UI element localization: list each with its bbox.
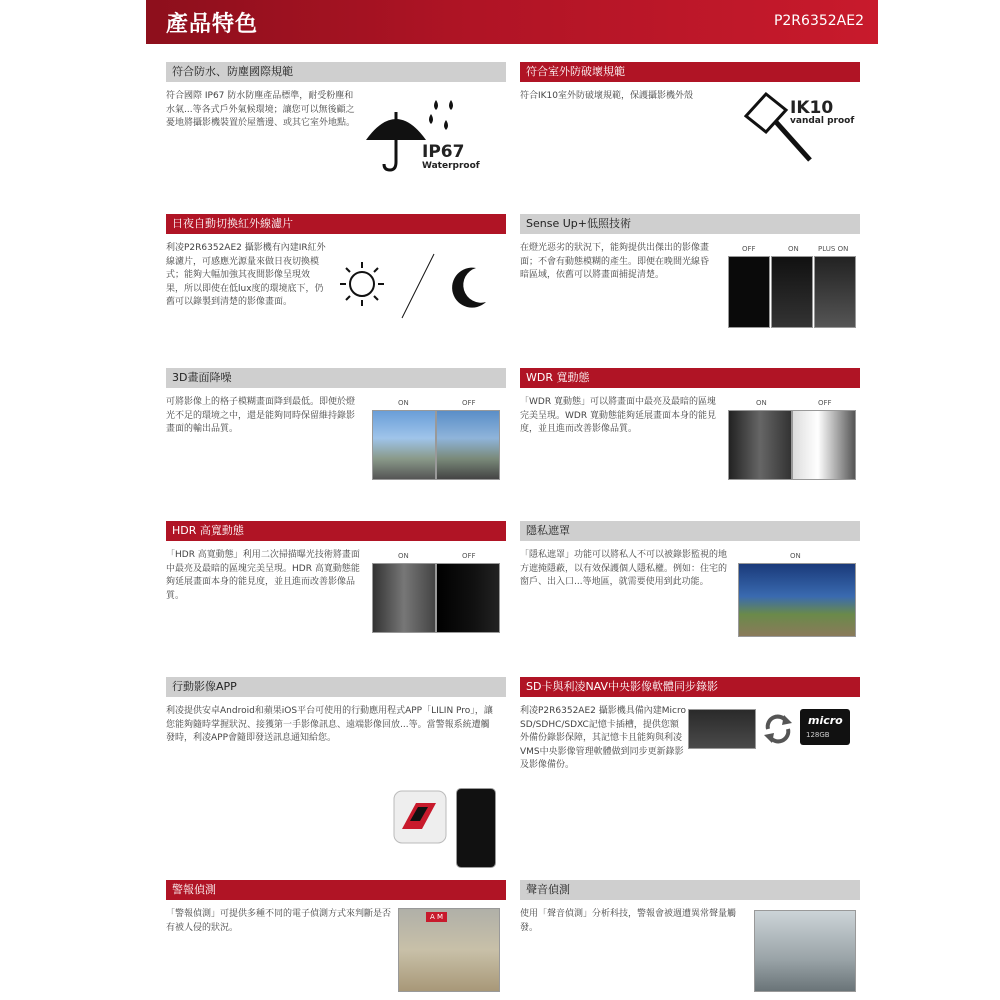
section-alarm — [166, 880, 506, 935]
label-on: ON — [756, 399, 767, 407]
dnr-off-image — [436, 410, 500, 480]
section-ik10 — [520, 62, 860, 126]
section-ip67 — [166, 62, 506, 171]
card-capacity: 128GB — [806, 731, 830, 739]
label-on: ON — [398, 399, 409, 407]
label-off: OFF — [818, 399, 832, 407]
section-title: 隱私遮罩 — [520, 521, 860, 541]
hdr-off-image — [436, 563, 500, 633]
microsd-card-icon — [800, 709, 850, 745]
section-privacy — [520, 521, 860, 590]
section-hdr — [166, 521, 506, 603]
hdr-on-image — [372, 563, 436, 633]
section-title: 行動影像APP — [166, 677, 506, 697]
section-text: 可將影像上的格子模糊畫面降到最低。即便於燈光不足的環境之中，還是能夠同時保留維持錄影畫面的輸出品質。 — [166, 397, 356, 434]
section-title: 3D畫面降噪 — [166, 368, 506, 388]
page-header — [146, 0, 878, 44]
section-app — [166, 677, 506, 746]
label-on: ON — [398, 552, 409, 560]
vms-screenshot — [688, 709, 756, 749]
label-off: OFF — [462, 552, 476, 560]
ip67-sublabel: Waterproof — [422, 161, 480, 171]
section-title: 符合室外防破壞規範 — [520, 62, 860, 82]
section-text: 使用「聲音偵測」分析科技，警報會被週遭異常聲量觸發。 — [520, 909, 737, 933]
audio-scene-image — [754, 910, 856, 992]
section-text: 利凌P2R6352AE2 攝影機具備內建Micro SD/SDHC/SDXC記憶卡插槽，提供您額外備份錄影保障，其記憶卡且能夠與利凌VMS中央影像管理軟體做到同步更新錄影及影像備份。 — [520, 706, 686, 770]
label-plus-on: PLUS ON — [818, 245, 849, 253]
senseup-plus-image — [814, 256, 856, 328]
section-text: 利凌提供安卓Android和蘋果iOS平台可使用的行動應用程式APP「LILIN Pro」，讓您能夠隨時掌握狀況、接獲第一手影像訊息、遠端影像回放...等。當警報系統遭觸發時，利凌APP會隨即發送訊息通知給您。 — [166, 706, 493, 743]
section-senseup — [520, 214, 860, 283]
section-text: 符合IK10室外防破壞規範，保護攝影機外殼 — [520, 91, 694, 101]
section-audio — [520, 880, 860, 935]
label-off: OFF — [462, 399, 476, 407]
label-on: ON — [788, 245, 799, 253]
ip67-label: IP67 — [422, 142, 465, 162]
lilin-app-icon — [392, 789, 448, 845]
day-night-icon — [336, 250, 496, 330]
section-dnr — [166, 368, 506, 437]
section-title: 聲音偵測 — [520, 880, 860, 900]
section-text: 「WDR 寬動態」可以將畫面中最亮及最暗的區塊完美呈現。WDR 寬動態能夠延展畫面本身的能見度，並且進而改善影像品質。 — [520, 397, 716, 434]
section-text: 在燈光惡劣的狀況下，能夠提供出傑出的影像畫面；不會有動態模糊的產生。即便在晚間光線昏暗區域，依舊可以將畫面捕捉清楚。 — [520, 243, 710, 280]
ik10-sublabel: vandal proof — [790, 116, 855, 126]
section-text: 符合國際 IP67 防水防塵產品標準，耐受粉塵和水氣...等各式戶外氣候環境；讓您可以無後顧之憂地將攝影機裝置於屋簷邊、或其它室外地點。 — [166, 91, 356, 128]
section-text: 「警報偵測」可提供多種不同的電子偵測方式來判斷是否有被人侵的狀況。 — [166, 909, 392, 933]
section-ircut — [166, 214, 506, 310]
section-title: HDR 高寬動態 — [166, 521, 506, 541]
smartphone-image — [456, 788, 496, 868]
section-title: 符合防水、防塵國際規範 — [166, 62, 506, 82]
label-off: OFF — [742, 245, 756, 253]
privacy-mask-image — [738, 563, 856, 637]
dnr-on-image — [372, 410, 436, 480]
alarm-badge: A M — [426, 912, 447, 922]
page-title: 產品特色 — [166, 12, 259, 37]
section-title: SD卡與利凌NAV中央影像軟體同步錄影 — [520, 677, 860, 697]
model-number: P2R6352AE2 — [773, 13, 864, 29]
section-text: 「HDR 高寬動態」利用二次掃描曝光技術將畫面中最亮及最暗的區塊完美呈現。HDR 高寬動態能夠延展畫面本身的能見度，並且進而改善影像品質。 — [166, 550, 360, 601]
section-title: Sense Up+低照技術 — [520, 214, 860, 234]
sync-icon — [760, 711, 796, 747]
section-wdr — [520, 368, 860, 437]
label-on: ON — [790, 552, 801, 560]
section-text: 利凌P2R6352AE2 攝影機有內建IR紅外線濾片，可感應光源量來做日夜切換模式；能夠大幅加強其夜間影像呈現效果，所以即使在低lux度的環境底下，仍舊可以錄製到清楚的影像畫面。 — [166, 243, 326, 307]
section-title: 日夜自動切換紅外線濾片 — [166, 214, 506, 234]
card-brand: micro — [808, 714, 843, 727]
section-sd — [520, 677, 860, 773]
section-text: 「隱私遮罩」功能可以將私人不可以被錄影監視的地方遮掩隱蔽，以有效保護個人隱私權。例如：住宅的窗戶、出入口...等地區，就需要使用到此功能。 — [520, 550, 728, 587]
senseup-on-image — [771, 256, 813, 328]
alarm-scene-image — [398, 908, 500, 992]
section-title: 警報偵測 — [166, 880, 506, 900]
senseup-off-image — [728, 256, 770, 328]
wdr-on-image — [728, 410, 792, 480]
ik10-label: IK10 — [790, 98, 834, 118]
wdr-off-image — [792, 410, 856, 480]
section-title: WDR 寬動態 — [520, 368, 860, 388]
